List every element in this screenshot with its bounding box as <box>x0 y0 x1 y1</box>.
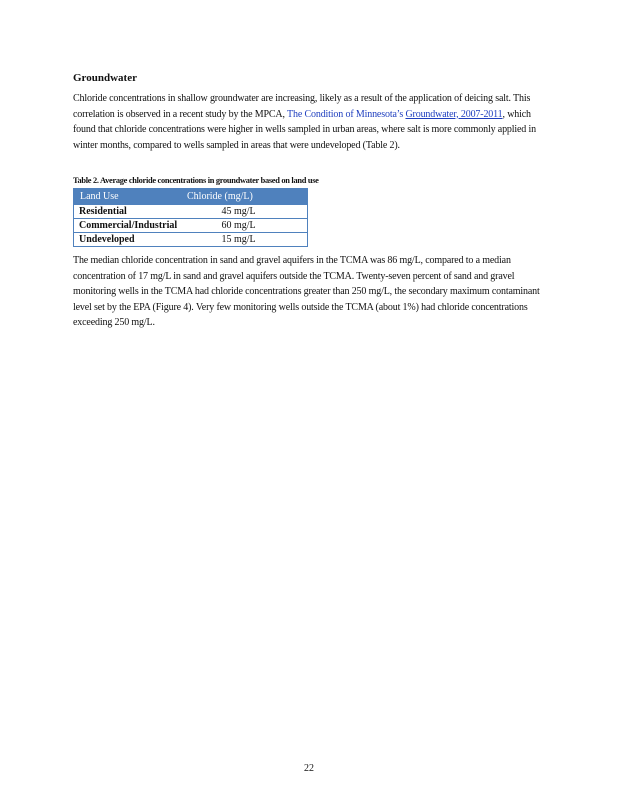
chloride-cell: 60 mg/L <box>187 219 308 233</box>
paragraph-median <box>73 253 545 331</box>
report-title-prefix: The Condition of Minnesota’s <box>287 108 404 120</box>
table-row <box>74 219 308 233</box>
report-link[interactable]: Groundwater, 2007-2011 <box>405 108 503 120</box>
chloride-table <box>73 188 308 247</box>
table-header-row <box>74 189 308 205</box>
chloride-cell: 15 mg/L <box>187 233 308 247</box>
column-header-land-use: Land Use <box>74 189 187 205</box>
land-use-cell: Residential <box>74 205 187 219</box>
table-row <box>74 233 308 247</box>
paragraph-intro-continuation: , which found that chloride concentrations were higher in wells sampled in urban areas, where salt is more commonly applied in winter months, compared to wells sampled in areas that were undeveloped (Table 2). <box>73 108 536 151</box>
paragraph-intro <box>73 91 545 153</box>
paragraph-median-text: The median chloride concentration in sand and gravel aquifers in the TCMA was 86 mg/L, compared to a median concentration of 17 mg/L in sand and gravel aquifers outside the TCMA. Twenty-seven percent of sand and gravel monitoring wells in the TCMA had chloride concentrations greater than 250 mg/L, the secondary maximum contaminant level set by the EPA (Figure 4). Very few monitoring wells outside the TCMA (about 1%) had chloride concentrations exceeding 250 mg/L. <box>73 255 540 329</box>
chloride-cell: 45 mg/L <box>187 205 308 219</box>
page-number: 22 <box>304 763 314 774</box>
paragraph-intro-text: Chloride concentrations in shallow groundwater are increasing, likely as a result of the application of deicing salt. This correlation is observed in a recent study by the MPCA, <box>73 93 531 120</box>
land-use-cell: Commercial/Industrial <box>74 219 187 233</box>
land-use-cell: Undeveloped <box>74 233 187 247</box>
section-heading: Groundwater <box>73 72 137 84</box>
table-row <box>74 205 308 219</box>
table-caption: Table 2. Average chloride concentrations in groundwater based on land use <box>73 176 319 185</box>
column-header-chloride: Chloride (mg/L) <box>187 189 308 205</box>
